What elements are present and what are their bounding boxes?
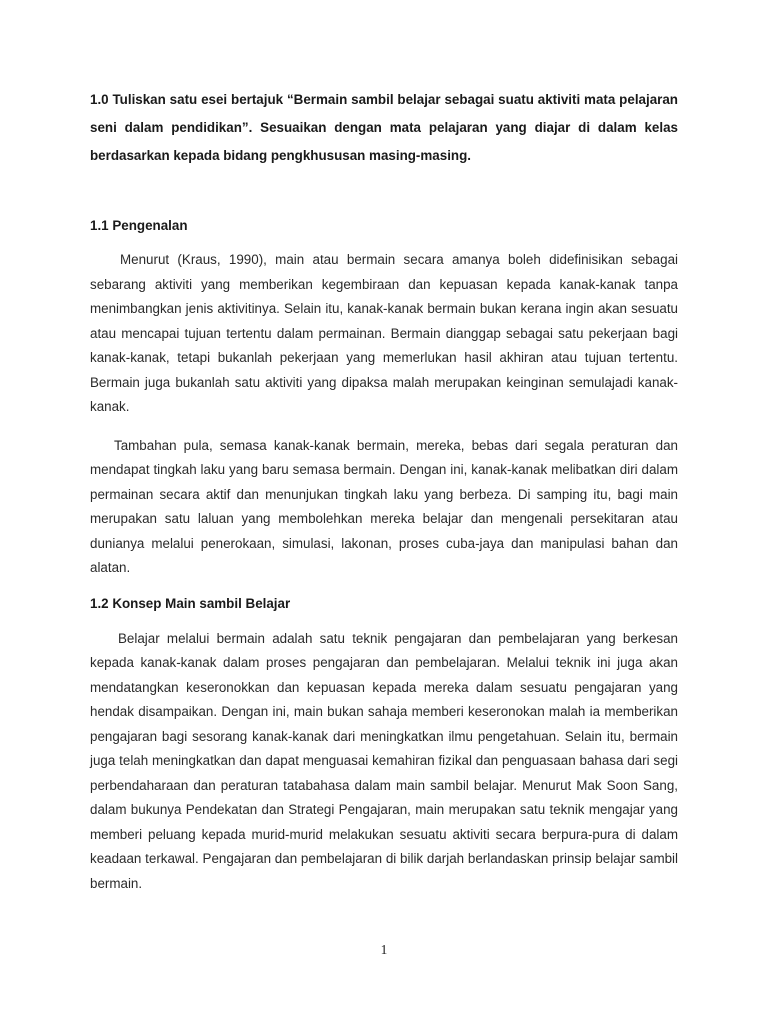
section-heading-pengenalan: 1.1 Pengenalan <box>90 218 188 233</box>
page-number: 1 <box>380 942 388 957</box>
essay-task-statement: 1.0 Tuliskan satu esei bertajuk “Bermain sambil belajar sebagai suatu aktiviti mata pelajaran seni dalam pendidikan”. Sesuaikan dengan mata pelajaran yang diajar di dalam kelas berdasarkan kepada bidang pengkhususan masing-masing. <box>90 92 678 163</box>
paragraph-konsep-1: Belajar melalui bermain adalah satu teknik pengajaran dan pembelajaran yang berkesan kepada kanak-kanak dalam proses pengajaran dan pembelajaran. Melalui teknik ini juga akan mendatangkan keseronokkan dan kepuasan kepada mereka dalam sesuatu pengajaran yang hendak disampaikan. Dengan ini, main bukan sahaja memberi keseronokan malah ia memberikan pengajaran bagi sesorang kanak-kanak dari meningkatkan ilmu pengetahuan. Selain itu, bermain juga telah meningkatkan dan dapat menguasai kemahiran fizikal dan penguasaan bahasa dari segi perbendaharaan dan peraturan tatabahasa dalam main sambil belajar. Menurut Mak Soon Sang, dalam bukunya Pendekatan dan Strategi Pengajaran, main merupakan satu teknik mengajar yang memberi peluang kepada murid-murid melakukan sesuatu aktiviti secara berpura-pura di dalam keadaan terkawal. Pengajaran dan pembelajaran di bilik darjah berlandaskan prinsip belajar sambil bermain. <box>90 630 678 891</box>
document-page <box>90 86 678 896</box>
section-heading-konsep: 1.2 Konsep Main sambil Belajar <box>90 595 291 611</box>
paragraph-pengenalan-1: Menurut (Kraus, 1990), main atau bermain secara amanya boleh didefinisikan sebagai sebarang aktiviti yang memberikan kegembiraan dan kepuasan kepada kanak-kanak tanpa menimbangkan jenis aktivitinya. Selain itu, kanak-kanak bermain bukan kerana ingin akan sesuatu atau mencapai tujuan tertentu dalam permainan. Bermain dianggap sebagai satu pekerjaan bagi kanak-kanak, tetapi bukanlah pekerjaan yang memerlukan hasil akhiran atau tujuan tertentu. Bermain juga bukanlah satu aktiviti yang dipaksa malah merupakan keinginan semulajadi kanak-kanak. <box>90 252 678 414</box>
paragraph-pengenalan-2: Tambahan pula, semasa kanak-kanak bermain, mereka, bebas dari segala peraturan dan mendapat tingkah laku yang baru semasa bermain. Dengan ini, kanak-kanak melibatkan diri dalam permainan secara aktif dan menunjukan tingkah laku yang berbeza. Di samping itu, bagi main merupakan satu laluan yang membolehkan mereka belajar dan mengenali persekitaran atau dunianya melalui penerokaan, simulasi, lakonan, proses cuba-jaya dan manipulasi bahan dan alatan. <box>90 437 678 575</box>
